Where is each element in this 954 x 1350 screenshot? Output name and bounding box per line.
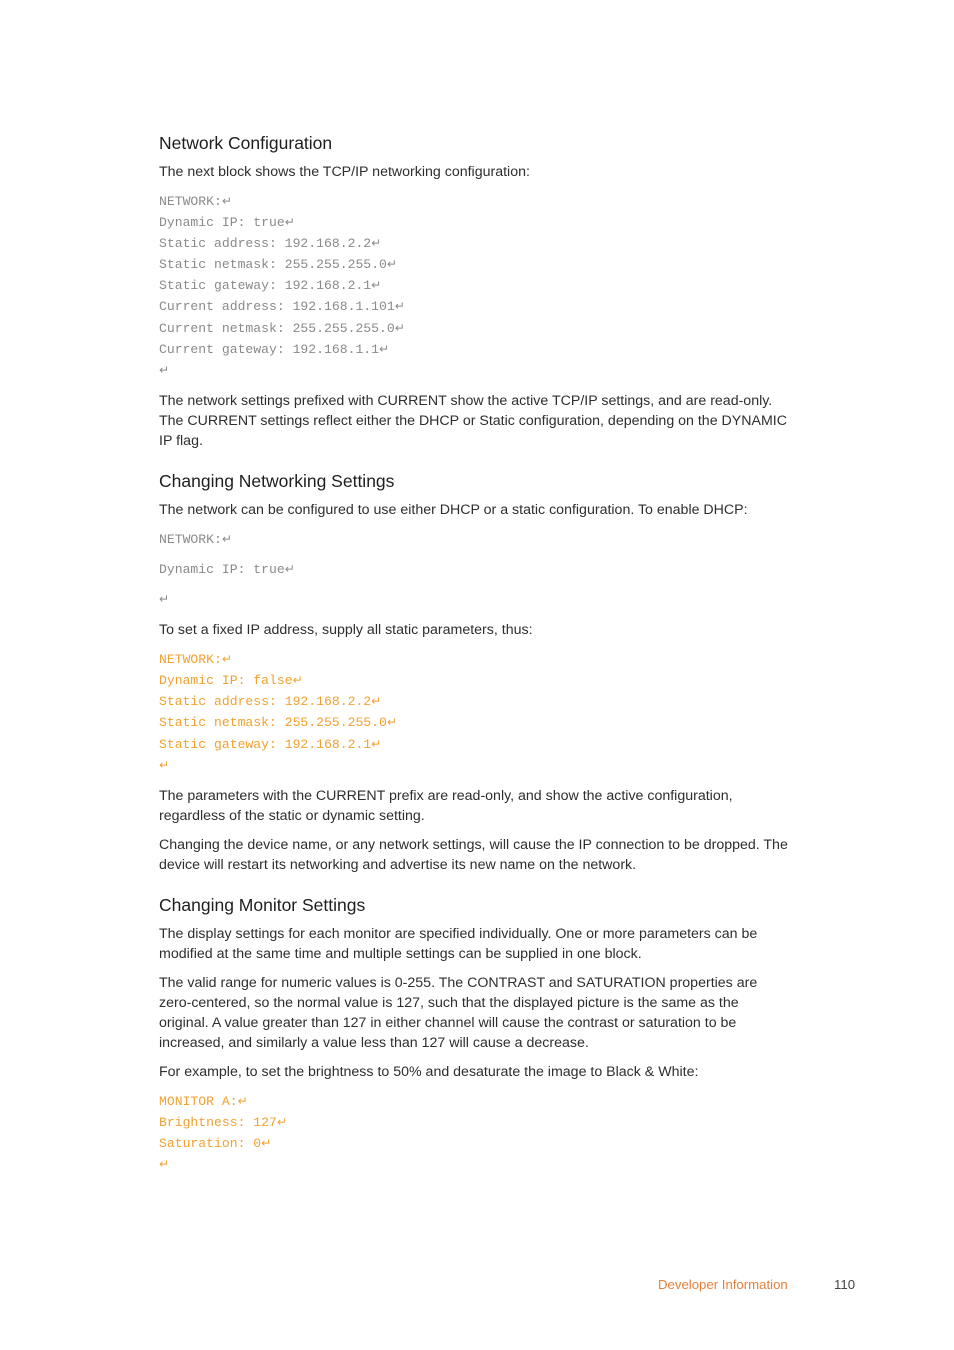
code-line: Static address: 192.168.2.2↵	[159, 694, 382, 710]
code-monitor	[159, 1091, 791, 1175]
networking-intro: The network can be configured to use either DHCP or a static configuration. To enable DHCP:	[159, 501, 748, 518]
return-icon: ↵	[371, 736, 382, 751]
heading-changing-monitor: Changing Monitor Settings	[159, 894, 366, 915]
page-content	[159, 131, 791, 1185]
return-icon: ↵	[394, 299, 405, 314]
code-line: Static gateway: 192.168.2.1↵	[159, 278, 382, 294]
return-icon: ↵	[276, 1114, 287, 1129]
return-icon: ↵	[159, 362, 170, 377]
code-line	[159, 360, 791, 381]
return-icon: ↵	[371, 694, 382, 709]
code-line: Dynamic IP: true↵	[159, 561, 295, 577]
code-line: Static address: 192.168.2.2↵	[159, 236, 382, 252]
code-line: Dynamic IP: false↵	[159, 673, 303, 689]
heading-network-configuration: Network Configuration	[159, 133, 333, 153]
return-icon: ↵	[159, 592, 170, 607]
footer-section-title: Developer Information	[658, 1277, 788, 1292]
page-number: 110	[834, 1277, 856, 1292]
code-line: Current netmask: 255.255.255.0↵	[159, 320, 405, 336]
code-line: Brightness: 127↵	[159, 1114, 287, 1130]
code-line	[159, 755, 791, 776]
monitor-para-1: The display settings for each monitor are specified individually. One or more parameters can be modified at the same time and multiple settings can be supplied in one block.	[159, 925, 758, 962]
return-icon: ↵	[394, 320, 405, 335]
return-icon: ↵	[379, 341, 390, 356]
return-icon: ↵	[159, 1156, 170, 1171]
static-intro: To set a fixed IP address, supply all static parameters, thus:	[159, 622, 533, 639]
code-line: Static gateway: 192.168.2.1↵	[159, 736, 382, 752]
code-line: NETWORK:↵	[159, 194, 232, 209]
code-line: Saturation: 0↵	[159, 1135, 272, 1151]
return-icon: ↵	[386, 257, 397, 272]
return-icon: ↵	[284, 215, 295, 230]
code-line: NETWORK:↵	[159, 531, 232, 547]
return-icon: ↵	[221, 652, 232, 667]
code-line: Dynamic IP: true↵	[159, 215, 295, 231]
networking-para-2: Changing the device name, or any network settings, will cause the IP connection to be dropped. The device will restart its networking and advertise its new name on the network.	[159, 836, 788, 873]
monitor-para-2: The valid range for numeric values is 0-255. The CONTRAST and SATURATION properties are zero-centered, so the normal value is 127, such that the displayed picture is the same as the original. A value greater than 127 in either channel will cause the contrast or saturation to be increased, and similarly a value less than 127 will cause a decrease.	[159, 974, 758, 1051]
network-explanation: The network settings prefixed with CURRENT show the active TCP/IP settings, and are read-only. The CURRENT settings reflect either the DHCP or Static configuration, depending on the DYNAMIC IP flag.	[159, 392, 787, 449]
return-icon: ↵	[386, 715, 397, 730]
return-icon: ↵	[261, 1135, 272, 1150]
code-line	[159, 589, 791, 610]
code-line: NETWORK:↵	[159, 652, 232, 668]
code-line: Current address: 192.168.1.101↵	[159, 299, 405, 315]
code-line: Static netmask: 255.255.255.0↵	[159, 257, 397, 273]
return-icon: ↵	[221, 194, 232, 208]
heading-changing-networking: Changing Networking Settings	[159, 470, 395, 491]
networking-para-1: The parameters with the CURRENT prefix are read-only, and show the active configuration, regardless of the static or dynamic setting.	[159, 787, 733, 824]
code-network-status	[159, 191, 791, 381]
return-icon: ↵	[221, 531, 232, 546]
code-static	[159, 649, 791, 776]
code-line: Static netmask: 255.255.255.0↵	[159, 715, 397, 731]
code-line: MONITOR A:↵	[159, 1093, 248, 1109]
monitor-para-3: For example, to set the brightness to 50% and desaturate the image to Black & White:	[159, 1063, 699, 1080]
return-icon: ↵	[371, 236, 382, 251]
network-intro: The next block shows the TCP/IP networking configuration:	[159, 164, 530, 180]
code-dhcp	[159, 529, 791, 610]
code-line	[159, 1154, 791, 1175]
return-icon: ↵	[159, 757, 170, 772]
return-icon: ↵	[284, 561, 295, 576]
code-line: Current gateway: 192.168.1.1↵	[159, 341, 390, 357]
return-icon: ↵	[371, 278, 382, 293]
return-icon: ↵	[292, 673, 303, 688]
return-icon: ↵	[237, 1093, 248, 1108]
